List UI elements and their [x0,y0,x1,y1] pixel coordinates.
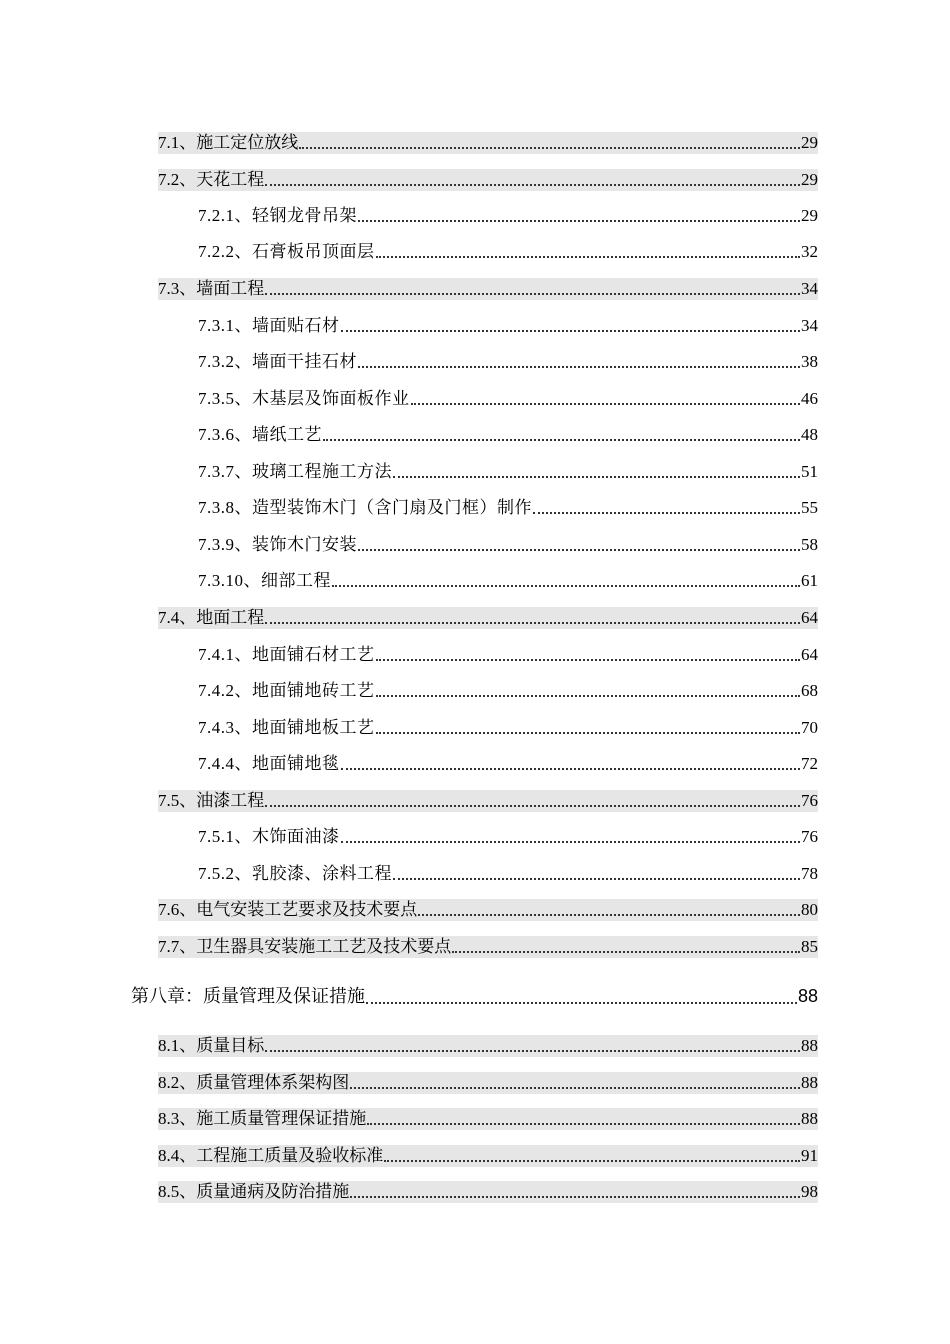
toc-entry[interactable] [198,534,818,556]
toc-entry[interactable] [158,1108,818,1130]
toc-entry-label: 7.3、墙面工程 [158,279,265,298]
dot-leader [418,898,800,916]
toc-entry-page: 29 [801,206,818,225]
dot-leader [265,789,800,807]
toc-entry-label: 7.5.2、乳胶漆、涂料工程 [198,864,392,883]
toc-entry-label: 7.2.1、轻钢龙骨吊架 [198,206,357,225]
toc-entry[interactable] [158,1035,818,1057]
toc-entry-label: 7.5.1、木饰面油漆 [198,827,340,846]
dot-leader [533,496,800,514]
dot-leader [376,240,801,258]
toc-entry-label: 7.2、天花工程 [158,170,265,189]
toc-entry-label: 7.6、电气安装工艺要求及技术要点 [158,900,418,919]
toc-entry-label: 7.3.7、玻璃工程施工方法 [198,462,392,481]
toc-entry-label: 7.3.5、木基层及饰面板作业 [198,389,410,408]
dot-leader [452,935,800,953]
toc-entry-page: 61 [801,571,818,590]
toc-entry-page: 85 [801,937,818,956]
toc-entry[interactable] [198,680,818,702]
dot-leader [299,131,800,149]
toc-entry-page: 46 [801,389,818,408]
toc-chapter-entry[interactable] [131,983,818,1009]
dot-leader [265,1034,800,1052]
toc-entry-label: 7.3.10、细部工程 [198,571,331,590]
dot-leader [376,643,801,661]
toc-entry-page: 88 [801,1109,818,1128]
dot-leader [350,1180,800,1198]
toc-entry[interactable] [198,717,818,739]
toc-entry-label: 第八章：质量管理及保证措施 [131,986,365,1006]
toc-entry-label: 7.3.1、墙面贴石材 [198,316,340,335]
toc-entry-label: 8.1、质量目标 [158,1036,265,1055]
dot-leader [332,569,800,587]
toc-entry[interactable] [198,351,818,373]
toc-entry[interactable] [198,461,818,483]
toc-entry-page: 80 [801,900,818,919]
toc-entry-page: 32 [801,242,818,261]
dot-leader [323,423,800,441]
toc-entry-label: 7.3.8、造型装饰木门（含门扇及门框）制作 [198,498,532,517]
toc-entry-page: 68 [801,681,818,700]
toc-entry[interactable] [158,607,818,629]
toc-entry[interactable] [158,1072,818,1094]
toc-entry[interactable] [158,790,818,812]
toc-entry[interactable] [158,1145,818,1167]
toc-entry-page: 88 [797,986,818,1006]
toc-entry-label: 7.4.3、地面铺地板工艺 [198,718,375,737]
dot-leader [358,533,800,551]
toc-entry[interactable] [158,899,818,921]
toc-entry[interactable] [198,753,818,775]
toc-entry-page: 58 [801,535,818,554]
toc-entry-label: 8.2、质量管理体系架构图 [158,1073,350,1092]
dot-leader [393,460,800,478]
toc-entry[interactable] [198,205,818,227]
toc-entry-page: 38 [801,352,818,371]
dot-leader [367,1107,800,1125]
toc-entry-label: 7.7、卫生器具安装施工工艺及技术要点 [158,937,452,956]
toc-entry-label: 7.1、施工定位放线 [158,133,299,152]
toc-entry-page: 76 [801,791,818,810]
toc-entry-label: 8.5、质量通病及防治措施 [158,1182,350,1201]
toc-entry[interactable] [158,1181,818,1203]
toc-entry[interactable] [158,169,818,191]
dot-leader [341,752,801,770]
toc-entry-page: 72 [801,754,818,773]
dot-leader [411,387,801,405]
toc-entry-label: 7.4、地面工程 [158,608,265,627]
dot-leader [366,986,797,1004]
toc-entry-page: 76 [801,827,818,846]
toc-entry-page: 55 [801,498,818,517]
dot-leader [265,168,800,186]
toc-entry-page: 51 [801,462,818,481]
toc-entry-page: 88 [801,1036,818,1055]
toc-entry-page: 91 [801,1146,818,1165]
toc-entry-page: 98 [801,1182,818,1201]
toc-entry[interactable] [198,424,818,446]
toc-entry-page: 29 [801,170,818,189]
toc-entry-page: 64 [801,608,818,627]
toc-entry-label: 7.3.9、装饰木门安装 [198,535,357,554]
toc-entry-label: 7.4.1、地面铺石材工艺 [198,645,375,664]
toc-entry-page: 64 [801,645,818,664]
toc-entry[interactable] [158,132,818,154]
toc-entry-label: 7.2.2、石膏板吊顶面层 [198,242,375,261]
toc-entry[interactable] [198,497,818,519]
toc-entry[interactable] [198,388,818,410]
toc-entry-label: 8.4、工程施工质量及验收标准 [158,1146,384,1165]
dot-leader [265,606,800,624]
toc-entry-label: 7.3.2、墙面干挂石材 [198,352,357,371]
dot-leader [341,825,801,843]
toc-entry[interactable] [198,570,818,592]
toc-entry-label: 8.3、施工质量管理保证措施 [158,1109,367,1128]
dot-leader [265,277,800,295]
dot-leader [393,862,800,880]
toc-entry-page: 34 [801,316,818,335]
toc-entry[interactable] [198,644,818,666]
toc-entry[interactable] [198,826,818,848]
dot-leader [376,679,801,697]
toc-entry[interactable] [158,278,818,300]
toc-entry-label: 7.4.4、地面铺地毯 [198,754,340,773]
toc-entry-page: 88 [801,1073,818,1092]
dot-leader [350,1071,800,1089]
toc-entry-page: 34 [801,279,818,298]
dot-leader [358,350,800,368]
toc-entry-label: 7.3.6、墙纸工艺 [198,425,322,444]
dot-leader [384,1144,800,1162]
toc-entry-page: 48 [801,425,818,444]
toc-entry[interactable] [198,241,818,263]
toc-entry-page: 29 [801,133,818,152]
dot-leader [376,716,801,734]
toc-entry-page: 78 [801,864,818,883]
toc-entry[interactable] [198,863,818,885]
toc-entry[interactable] [158,936,818,958]
dot-leader [358,204,800,222]
toc-entry-label: 7.4.2、地面铺地砖工艺 [198,681,375,700]
dot-leader [341,314,801,332]
toc-entry-label: 7.5、油漆工程 [158,791,265,810]
toc-entry[interactable] [198,315,818,337]
toc-entry-page: 70 [801,718,818,737]
